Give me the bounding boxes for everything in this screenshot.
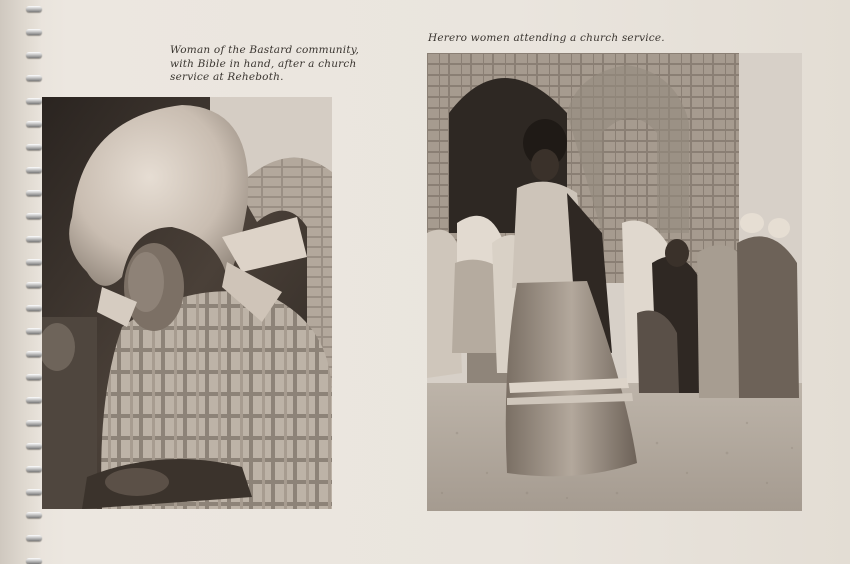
photo-bastard-woman [42, 97, 332, 509]
binding-ring [26, 305, 42, 311]
binding-ring [26, 121, 42, 127]
binding-ring [26, 282, 42, 288]
binding-ring [26, 443, 42, 449]
binding-ring [26, 489, 42, 495]
photo-herero-women [427, 53, 802, 511]
binding-ring [26, 558, 42, 564]
binding-ring [26, 328, 42, 334]
binding-ring [26, 535, 42, 541]
caption-right: Herero women attending a church service. [428, 32, 665, 44]
binding-ring [26, 236, 42, 242]
photo-bastard-woman-art [42, 97, 332, 509]
binding-ring [26, 6, 42, 12]
binding-ring [26, 420, 42, 426]
binding-ring [26, 167, 42, 173]
binding-ring [26, 29, 42, 35]
binding-ring [26, 190, 42, 196]
binding-ring [26, 144, 42, 150]
binding-ring [26, 75, 42, 81]
binding-ring [26, 213, 42, 219]
binding-ring [26, 98, 42, 104]
binding-ring [26, 466, 42, 472]
binding-ring [26, 512, 42, 518]
binding-ring [26, 351, 42, 357]
binding-ring [26, 259, 42, 265]
photo-herero-women-art [427, 53, 802, 511]
binding-ring [26, 397, 42, 403]
caption-left: Woman of the Bastard community, with Bible in hand, after a church service at Reheboth. [170, 44, 360, 83]
binding-ring [26, 374, 42, 380]
binding-ring [26, 52, 42, 58]
